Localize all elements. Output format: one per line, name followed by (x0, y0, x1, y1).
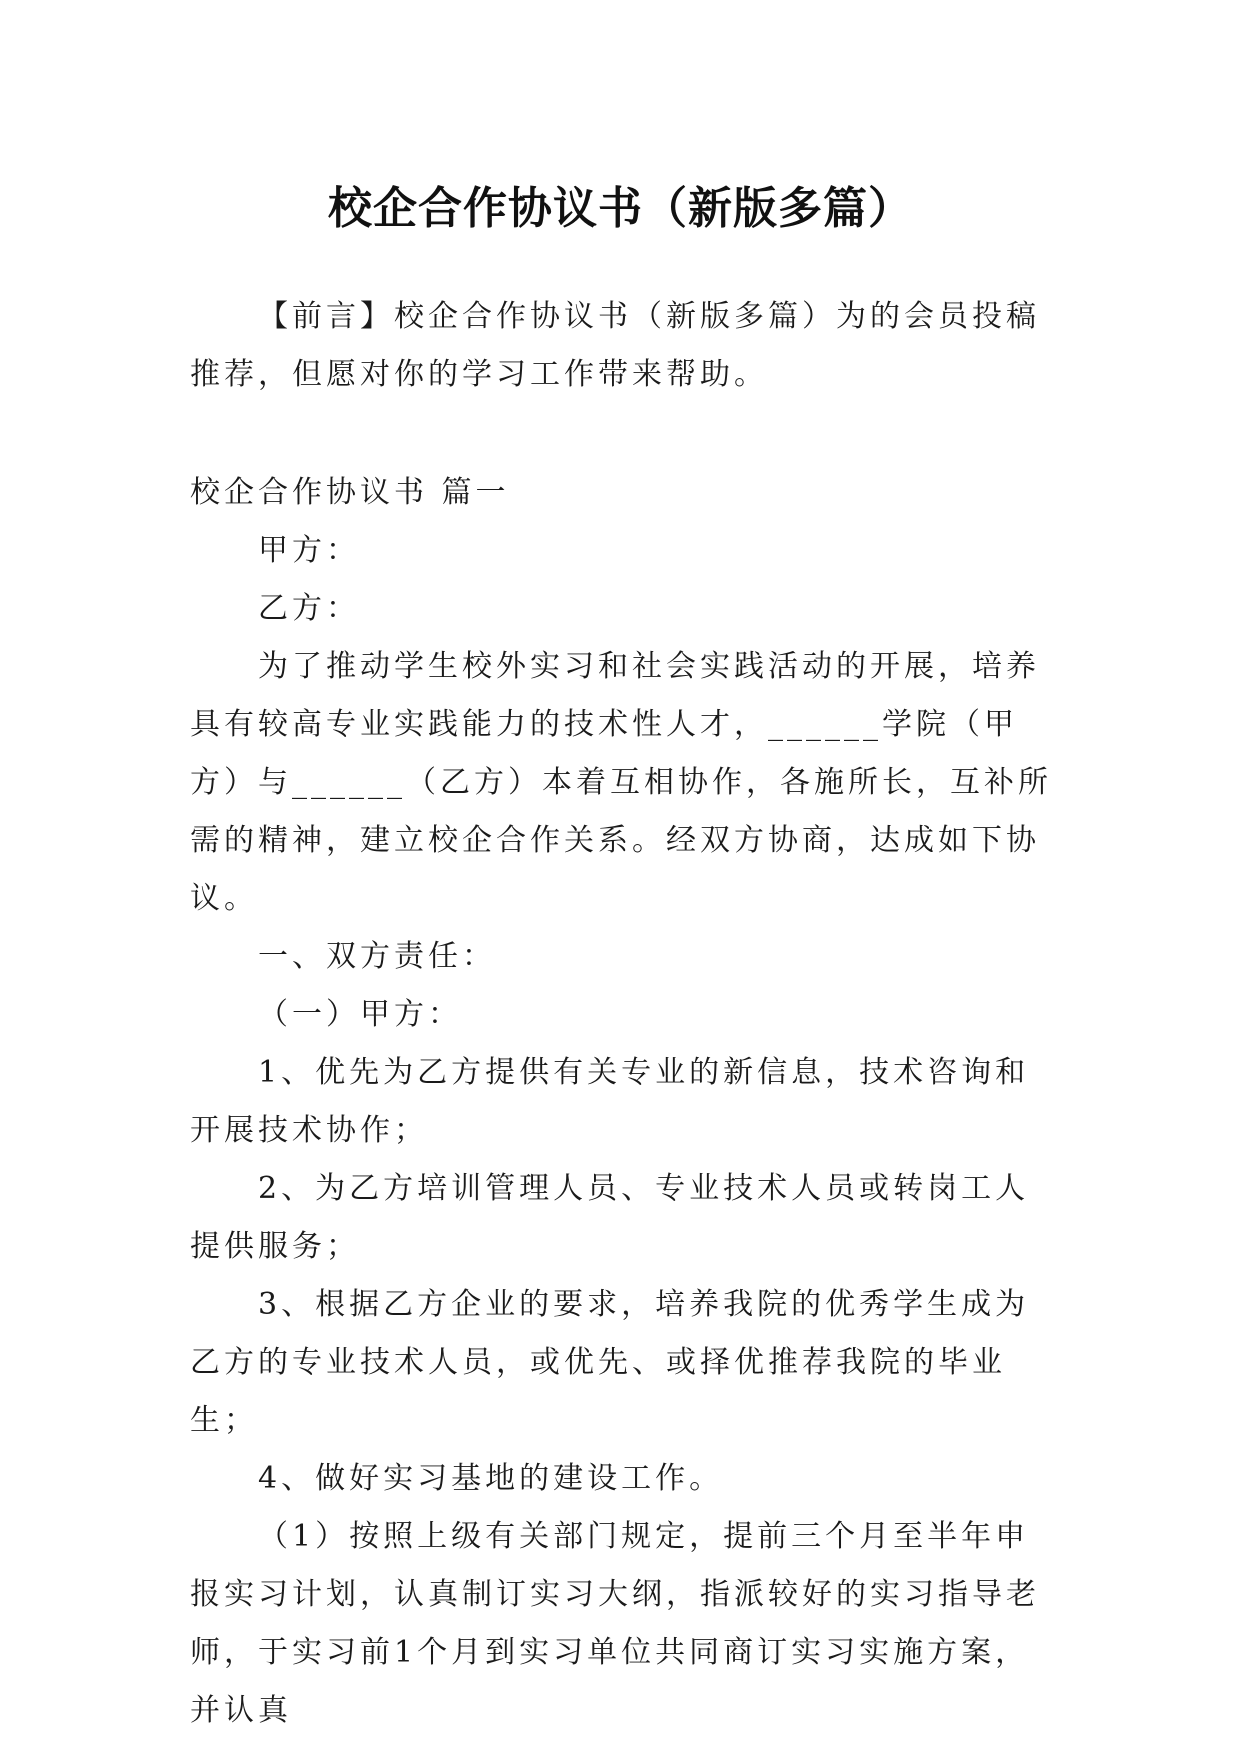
preface-paragraph: 【前言】校企合作协议书（新版多篇）为的会员投稿推荐，但愿对你的学习工作带来帮助。 (190, 299, 1040, 392)
document-title: 校企合作协议书（新版多篇） (328, 183, 913, 235)
party-b-label: 乙方： (258, 591, 360, 626)
list-item: 1、优先为乙方提供有关专业的新信息，技术咨询和开展技术协作； (190, 1055, 1030, 1148)
party-a-label: 甲方： (258, 533, 360, 568)
intro-paragraph: 为了推动学生校外实习和社会实践活动的开展，培养具有较高专业实践能力的技术性人才，______学院（甲方）与______（乙方）本着互相协作，各施所长，互补所需的精神，建立校企合作关系。经双方协商，达成如下协议。 (190, 649, 1052, 916)
clause-heading: 一、双方责任： (258, 939, 496, 974)
list-item: （1）按照上级有关部门规定，提前三个月至半年申报实习计划，认真制订实习大纲，指派较好的实习指导老师，于实习前1个月到实习单位共同商订实习实施方案，并认真 (190, 1519, 1040, 1728)
list-item: 4、做好实习基地的建设工作。 (258, 1461, 724, 1496)
document-body (190, 288, 1052, 1740)
section-heading: 校企合作协议书 篇一 (190, 475, 510, 510)
list-item: 2、为乙方培训管理人员、专业技术人员或转岗工人提供服务； (190, 1171, 1030, 1264)
list-item: 3、根据乙方企业的要求，培养我院的优秀学生成为乙方的专业技术人员，或优先、或择优推荐我院的毕业生； (190, 1287, 1030, 1438)
subclause-heading: （一）甲方： (258, 997, 462, 1032)
spacer (190, 404, 1052, 464)
